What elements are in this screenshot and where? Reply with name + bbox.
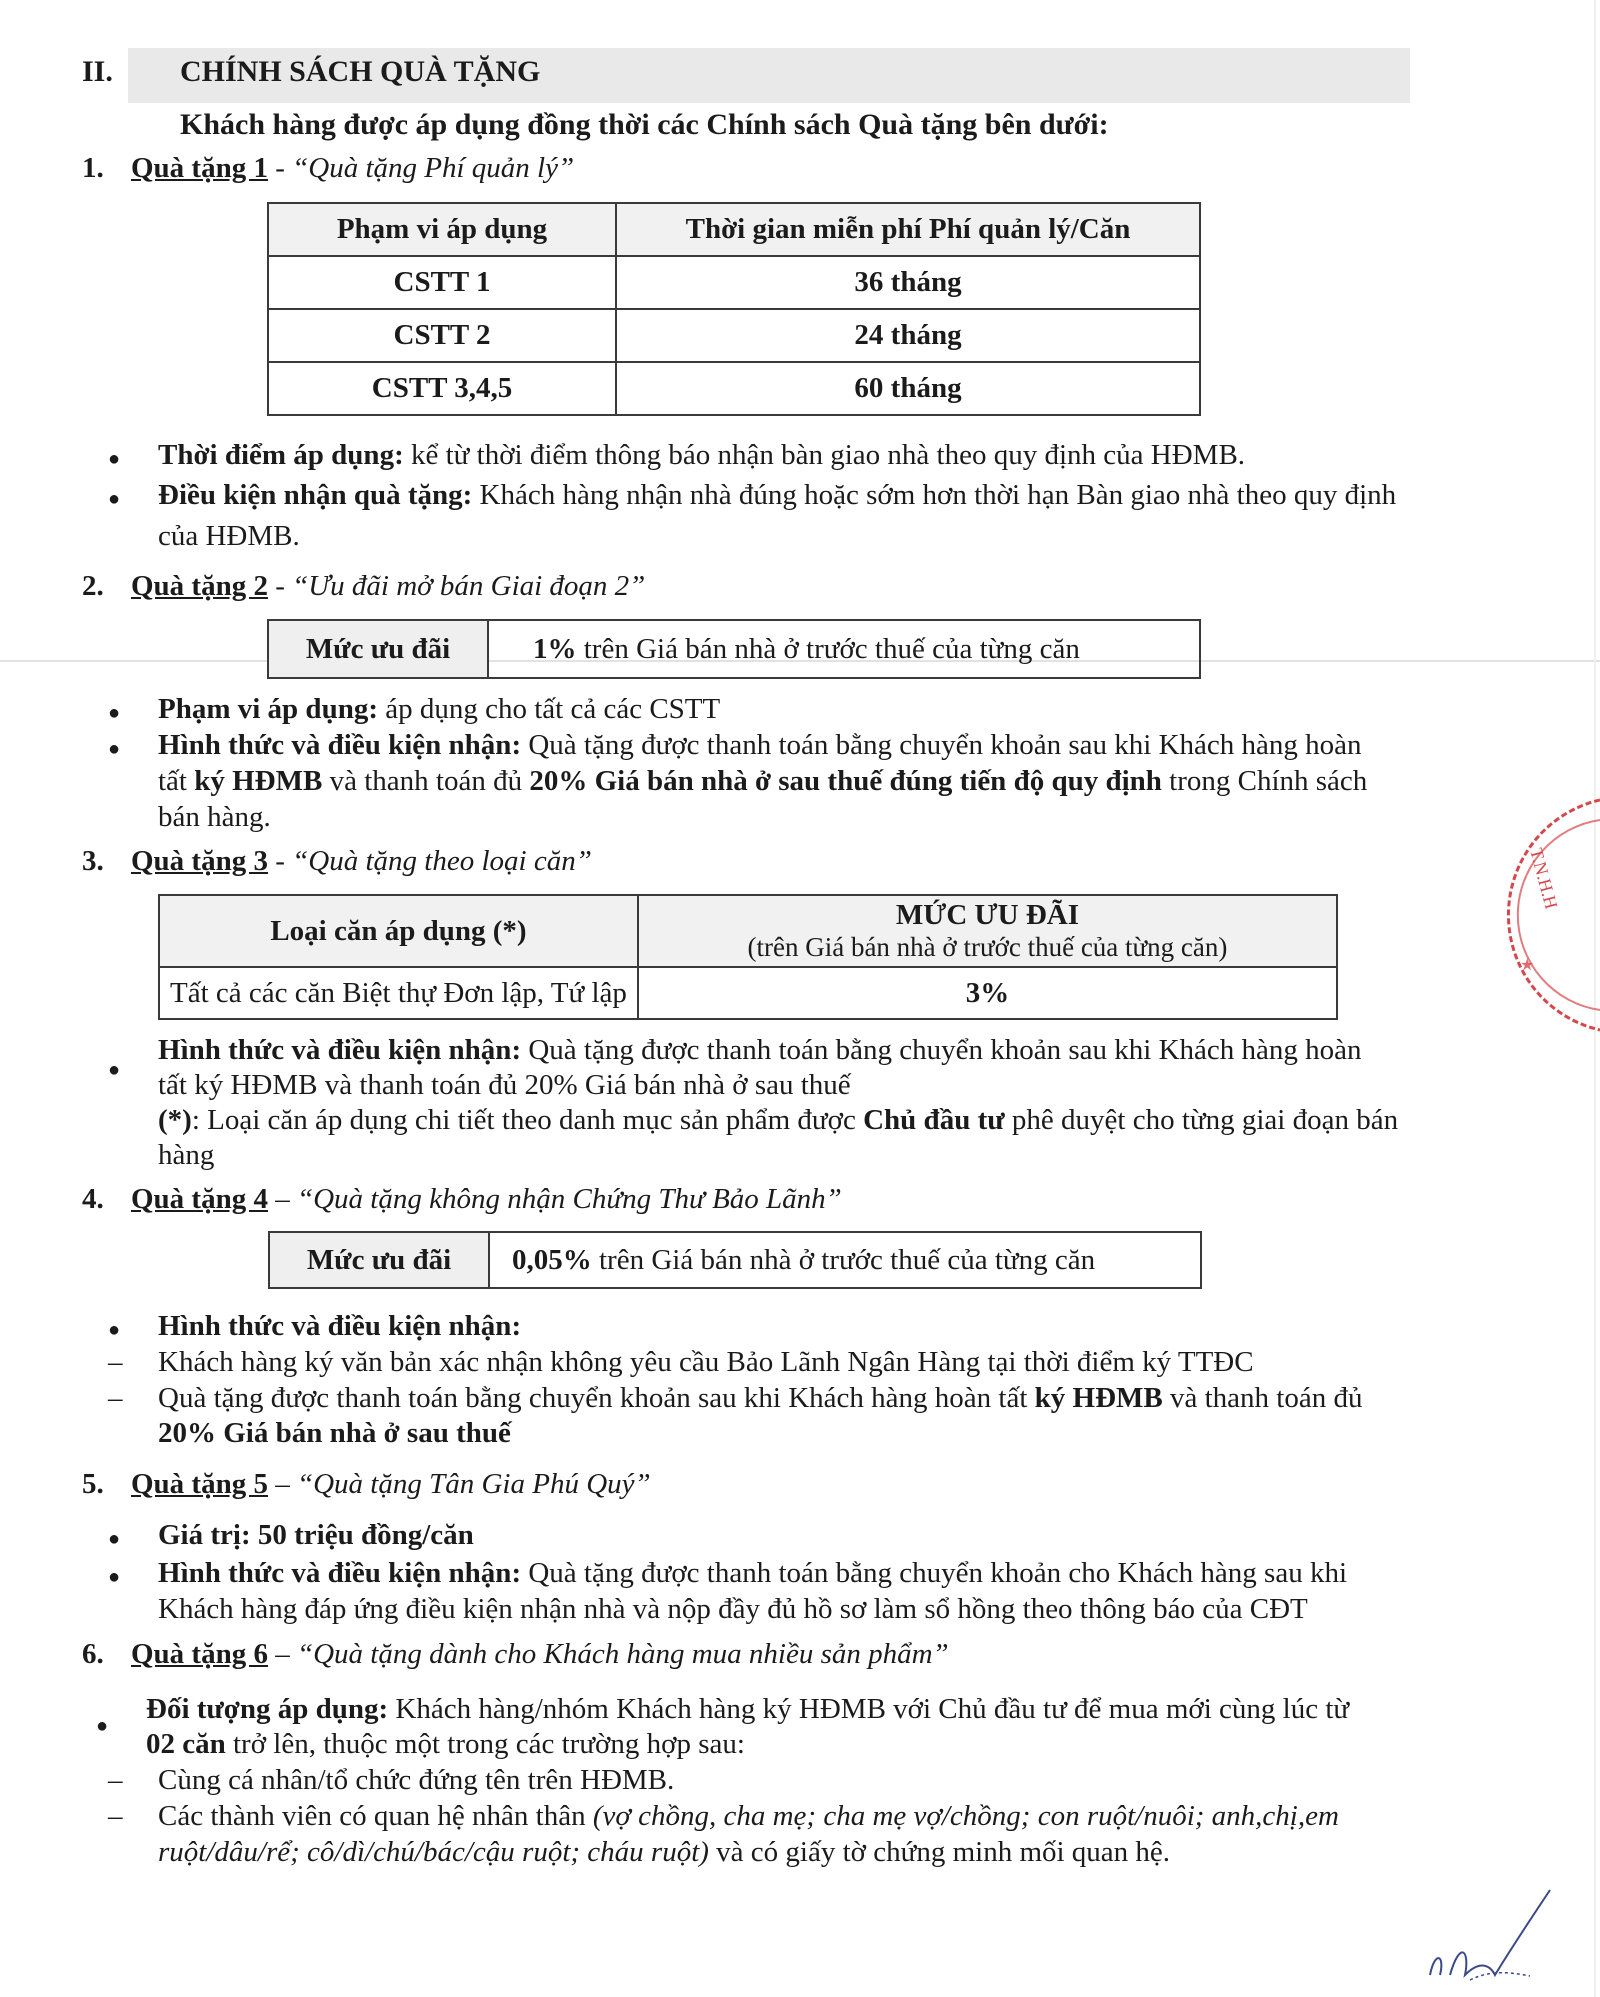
table-row <box>268 256 1200 309</box>
gift2-table <box>267 619 1201 679</box>
gift3-name: “Quà tặng theo loại căn” <box>292 845 592 877</box>
gift2-bullet-2-line2: tất ký HĐMB và thanh toán đủ 20% Giá bán nhà ở sau thuế đúng tiến độ quy định trong Chính sách <box>158 765 1368 797</box>
bullet-icon: ● <box>108 488 121 510</box>
gift2-bullet-2-line3: bán hàng. <box>158 801 271 833</box>
table-header: Thời gian miễn phí Phí quản lý/Căn <box>616 203 1200 256</box>
gift3-heading: Quà tặng 3 - “Quà tặng theo loại căn” <box>131 845 592 877</box>
gift3-label: Quà tặng 3 <box>131 845 268 877</box>
gift2-bullet-1: Phạm vi áp dụng: áp dụng cho tất cả các CSTT <box>158 693 721 725</box>
gift6-name: “Quà tặng dành cho Khách hàng mua nhiều sản phẩm” <box>296 1638 949 1670</box>
table-row <box>268 309 1200 362</box>
gift3-bullet-1: Hình thức và điều kiện nhận: Quà tặng được thanh toán bằng chuyển khoản sau khi Khách hàng hoàn <box>158 1034 1362 1066</box>
gift4-dash-2-line2: 20% Giá bán nhà ở sau thuế <box>158 1417 511 1449</box>
dash-icon: – <box>108 1346 123 1378</box>
bullet-icon: ● <box>108 1319 121 1341</box>
bullet-icon: ● <box>108 448 121 470</box>
stamp-text: T.N.H.H <box>1526 845 1562 912</box>
gift1-table <box>267 202 1201 416</box>
stamp-star-icon: ★ <box>1520 957 1535 974</box>
bullet-icon: ● <box>108 738 121 760</box>
gift5-bullet-2: Hình thức và điều kiện nhận: Quà tặng được thanh toán bằng chuyển khoản cho Khách hàng sau khi <box>158 1557 1348 1589</box>
gift2-number: 2. <box>82 570 104 602</box>
gift5-name: “Quà tặng Tân Gia Phú Quý” <box>296 1468 651 1500</box>
gift3-bullet-1-line2: tất ký HĐMB và thanh toán đủ 20% Giá bán nhà ở sau thuế <box>158 1069 851 1101</box>
gift3-note-line2: hàng <box>158 1139 215 1171</box>
bullet-icon: ● <box>108 1059 121 1081</box>
gift2-name: “Ưu đãi mở bán Giai đoạn 2” <box>292 570 646 602</box>
table-cell: CSTT 1 <box>268 256 616 309</box>
gift1-heading: Quà tặng 1 - “Quà tặng Phí quản lý” <box>131 152 575 184</box>
gift4-label: Quà tặng 4 <box>131 1183 268 1215</box>
table-header-row <box>159 895 1337 967</box>
dash-icon: – <box>108 1382 123 1414</box>
table-cell: Tất cả các căn Biệt thự Đơn lập, Tứ lập <box>159 967 638 1019</box>
signature-initials <box>1410 1880 1560 1990</box>
gift5-label: Quà tặng 5 <box>131 1468 268 1500</box>
gift5-bullet-2-line2: Khách hàng đáp ứng điều kiện nhận nhà và nộp đầy đủ hồ sơ làm sổ hồng theo thông báo của CĐT <box>158 1593 1308 1625</box>
table-row <box>268 620 1200 678</box>
gift4-dash-1: Khách hàng ký văn bản xác nhận không yêu cầu Bảo Lãnh Ngân Hàng tại thời điểm ký TTĐC <box>158 1346 1254 1378</box>
table-value-cell: 0,05% trên Giá bán nhà ở trước thuế của từng căn <box>489 1232 1201 1288</box>
gift3-table <box>158 894 1338 1020</box>
table-label-cell: Mức ưu đãi <box>269 1232 489 1288</box>
gift6-bullet-1: Đối tượng áp dụng: Khách hàng/nhóm Khách hàng ký HĐMB với Chủ đầu tư để mua mới cùng lúc từ <box>146 1693 1350 1725</box>
gift1-label: Quà tặng 1 <box>131 152 268 184</box>
bullet-icon: ● <box>96 1715 109 1737</box>
gift4-name: “Quà tặng không nhận Chứng Thư Bảo Lãnh” <box>296 1183 842 1215</box>
gift6-label: Quà tặng 6 <box>131 1638 268 1670</box>
table-header: Loại căn áp dụng (*) <box>159 895 638 967</box>
bullet-icon: ● <box>108 1528 121 1550</box>
gift5-heading: Quà tặng 5 – “Quà tặng Tân Gia Phú Quý” <box>131 1468 651 1500</box>
gift1-bullet-1: Thời điểm áp dụng: kể từ thời điểm thông báo nhận bàn giao nhà theo quy định của HĐMB. <box>158 439 1246 471</box>
table-header-row <box>268 203 1200 256</box>
table-cell: 3% <box>638 967 1337 1019</box>
table-cell: CSTT 2 <box>268 309 616 362</box>
intro-text: Khách hàng được áp dụng đồng thời các Chính sách Quà tặng bên dưới: <box>180 108 1109 141</box>
table-cell: 24 tháng <box>616 309 1200 362</box>
table-value-cell: 1% trên Giá bán nhà ở trước thuế của từng căn <box>488 620 1200 678</box>
table-header: MỨC ƯU ĐÃI (trên Giá bán nhà ở trước thuế của từng căn) <box>638 895 1337 967</box>
section-number: II. <box>82 55 113 88</box>
gift4-heading: Quà tặng 4 – “Quà tặng không nhận Chứng Thư Bảo Lãnh” <box>131 1183 842 1215</box>
gift1-bullet-2-cont: của HĐMB. <box>158 520 300 552</box>
bullet-icon: ● <box>108 1566 121 1588</box>
gift3-note: (*): Loại căn áp dụng chi tiết theo danh mục sản phẩm được Chủ đầu tư phê duyệt cho từng giai đoạn bán <box>158 1104 1399 1136</box>
bullet-icon: ● <box>108 702 121 724</box>
section-title: CHÍNH SÁCH QUÀ TẶNG <box>180 55 541 88</box>
gift6-dash-2-line2: ruột/dâu/rể; cô/dì/chú/bác/cậu ruột; cháu ruột) và có giấy tờ chứng minh mối quan hệ. <box>158 1836 1171 1868</box>
gift4-number: 4. <box>82 1183 104 1215</box>
gift2-heading: Quà tặng 2 - “Ưu đãi mở bán Giai đoạn 2” <box>131 570 646 602</box>
table-cell: 36 tháng <box>616 256 1200 309</box>
dash-icon: – <box>108 1764 123 1796</box>
gift1-name: “Quà tặng Phí quản lý” <box>292 152 575 184</box>
table-row <box>268 362 1200 415</box>
table-row <box>159 967 1337 1019</box>
gift4-dash-2: Quà tặng được thanh toán bằng chuyển khoản sau khi Khách hàng hoàn tất ký HĐMB và thanh toán đủ <box>158 1382 1363 1414</box>
table-header: Phạm vi áp dụng <box>268 203 616 256</box>
gift6-bullet-1-line2: 02 căn trở lên, thuộc một trong các trường hợp sau: <box>146 1728 745 1760</box>
gift1-number: 1. <box>82 152 104 184</box>
gift6-heading: Quà tặng 6 – “Quà tặng dành cho Khách hàng mua nhiều sản phẩm” <box>131 1638 949 1670</box>
gift1-bullet-2: Điều kiện nhận quà tặng: Khách hàng nhận nhà đúng hoặc sớm hơn thời hạn Bàn giao nhà theo quy định <box>158 479 1397 511</box>
table-cell: 60 tháng <box>616 362 1200 415</box>
gift2-bullet-2: Hình thức và điều kiện nhận: Quà tặng được thanh toán bằng chuyển khoản sau khi Khách hàng hoàn <box>158 729 1362 761</box>
dash-icon: – <box>108 1800 123 1832</box>
table-label-cell: Mức ưu đãi <box>268 620 488 678</box>
gift5-number: 5. <box>82 1468 104 1500</box>
gift3-number: 3. <box>82 845 104 877</box>
table-cell: CSTT 3,4,5 <box>268 362 616 415</box>
gift4-bullet-1: Hình thức và điều kiện nhận: <box>158 1310 522 1342</box>
gift6-dash-1: Cùng cá nhân/tổ chức đứng tên trên HĐMB. <box>158 1764 675 1796</box>
gift5-bullet-1: Giá trị: 50 triệu đồng/căn <box>158 1519 474 1551</box>
gift6-number: 6. <box>82 1638 104 1670</box>
gift4-table <box>268 1231 1202 1289</box>
gift6-dash-2: Các thành viên có quan hệ nhân thân (vợ chồng, cha mẹ; cha mẹ vợ/chồng; con ruột/nuôi; anh,chị,em <box>158 1800 1339 1832</box>
gift2-label: Quà tặng 2 <box>131 570 268 602</box>
company-stamp <box>1480 790 1600 1040</box>
table-row <box>269 1232 1201 1288</box>
